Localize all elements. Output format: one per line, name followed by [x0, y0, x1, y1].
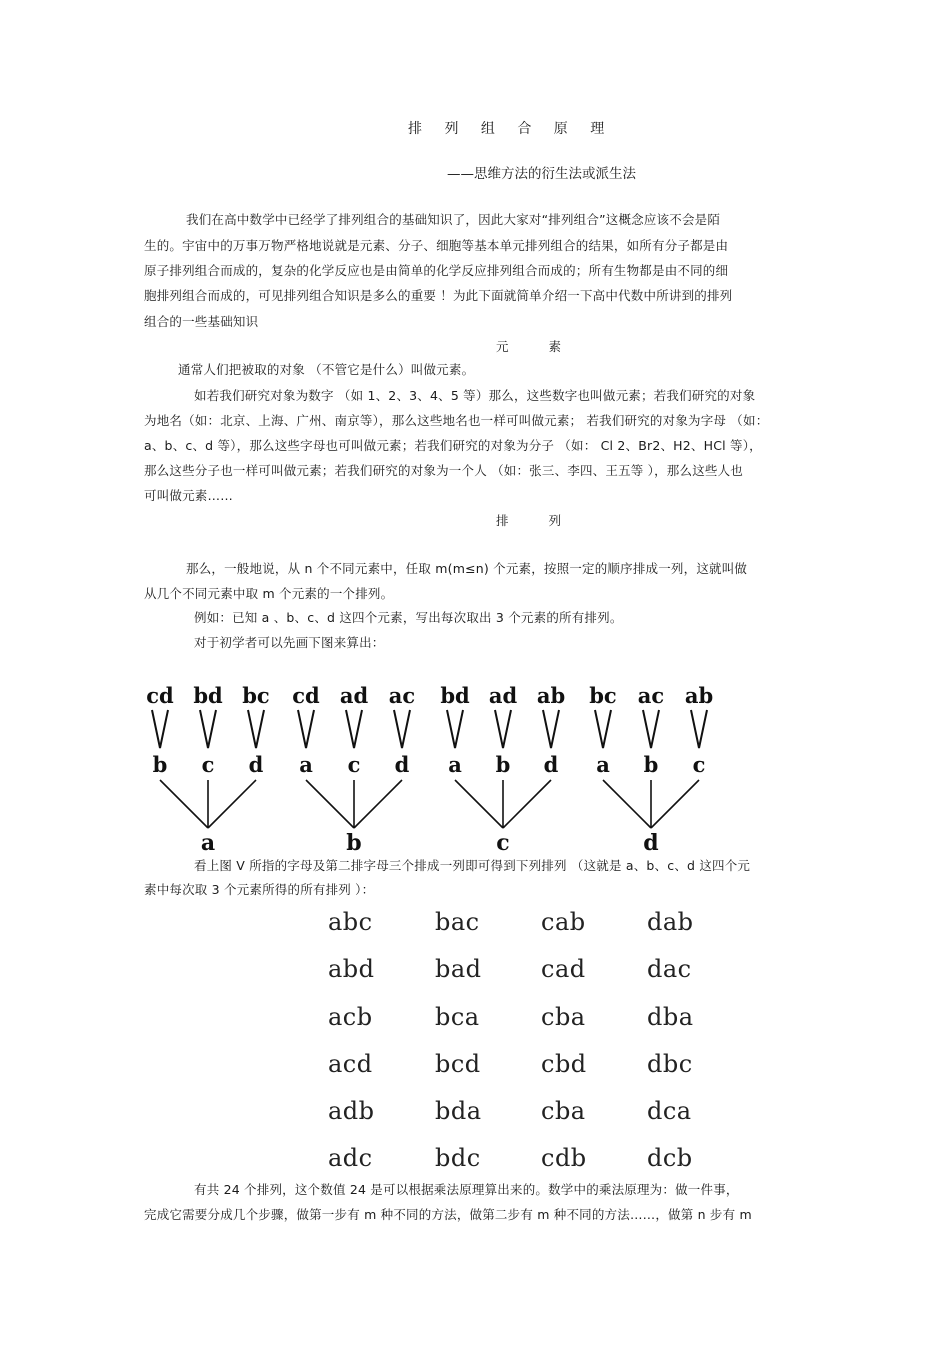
permutation-item: cba — [541, 1003, 586, 1031]
element-definition: 通常人们把被取的对象 （不管它是什么）叫做元素。 — [178, 362, 475, 377]
permutation-item: dac — [647, 955, 692, 983]
tree-branch — [208, 780, 256, 828]
tree-middle-letter: d — [394, 752, 410, 777]
permutation-item: bdc — [435, 1144, 481, 1172]
conclusion-line: 完成它需要分成几个步骤，做第一步有 m 种不同的方法，做第二步有 m 种不同的方法……，做第 n 步有 m — [144, 1207, 752, 1222]
tree-middle-letter: b — [495, 752, 511, 777]
tree-explanation-line: 看上图 V 所指的字母及第二排字母三个排成一列即可得到下列排列 （这就是 a、b、c、d 这四个元 — [194, 858, 751, 873]
page-subtitle: ——思维方法的衍生法或派生法 — [447, 166, 636, 182]
intro-line: 原子排列组合而成的，复杂的化学反应也是由简单的化学反应排列组合而成的；所有生物都是由不同的细 — [144, 263, 729, 278]
section-heading-permutation: 排 列 — [496, 513, 579, 528]
permutation-item: abd — [328, 955, 375, 983]
tree-v-mark — [643, 710, 659, 748]
permutation-item: dca — [647, 1097, 692, 1125]
beginner-note: 对于初学者可以先画下图来算出： — [194, 635, 385, 650]
permutation-item: cdb — [541, 1144, 587, 1172]
permutation-item: bcd — [435, 1050, 481, 1078]
intro-line: 生的。宇宙中的万事万物严格地说就是元素、分子、细胞等基本单元排列组合的结果，如所有分子都是由 — [144, 238, 729, 253]
tree-v-mark — [495, 710, 511, 748]
permutation-item: dcb — [647, 1144, 693, 1172]
tree-top-pair: cd — [292, 683, 320, 708]
permutation-item: adc — [328, 1144, 373, 1172]
permutation-item: adb — [328, 1097, 375, 1125]
tree-top-pair: bd — [193, 683, 223, 708]
tree-top-pair: ac — [388, 683, 416, 708]
tree-v-mark — [200, 710, 216, 748]
tree-middle-letter: c — [201, 752, 215, 777]
tree-middle-letter: b — [643, 752, 659, 777]
permutation-item: bda — [435, 1097, 482, 1125]
permutation-example: 例如：已知 a 、b、c、d 这四个元素，写出每次取出 3 个元素的所有排列。 — [194, 610, 623, 625]
tree-v-mark — [691, 710, 707, 748]
permutation-item: cab — [541, 908, 586, 936]
permutation-item: acb — [328, 1003, 373, 1031]
section-heading-element: 元 素 — [496, 339, 579, 354]
tree-top-pair: ac — [637, 683, 665, 708]
tree-root-letter: c — [496, 830, 510, 856]
tree-top-pair: ab — [536, 683, 566, 708]
tree-middle-letter: c — [692, 752, 706, 777]
tree-v-mark — [595, 710, 611, 748]
element-example-line: 如若我们研究对象为数字 （如 1、2、3、4、5 等）那么，这些数字也叫做元素；若我们研究的对象 — [194, 388, 756, 403]
permutation-item: cba — [541, 1097, 586, 1125]
tree-explanation-line: 素中每次取 3 个元素所得的所有排列 ）： — [144, 882, 375, 897]
tree-middle-letter: c — [347, 752, 361, 777]
tree-v-mark — [248, 710, 264, 748]
intro-line: 胞排列组合而成的，可见排列组合知识是多么的重要 ！为此下面就简单介绍一下高中代数中所讲到的排列 — [144, 288, 733, 303]
tree-top-pair: cd — [146, 683, 174, 708]
element-example-line: 那么这些分子也一样可叫做元素；若我们研究的对象为一个人 （如：张三、李四、王五等 ），那么这些人也 — [144, 463, 743, 478]
tree-v-mark — [543, 710, 559, 748]
tree-middle-letter: a — [596, 752, 610, 777]
tree-top-pair: bc — [242, 683, 270, 708]
tree-top-pair: ad — [339, 683, 369, 708]
tree-v-mark — [394, 710, 410, 748]
permutation-item: abc — [328, 908, 373, 936]
tree-branch — [651, 780, 699, 828]
permutation-item: dba — [647, 1003, 694, 1031]
page-title: 排 列 组 合 原 理 — [408, 121, 614, 137]
tree-middle-letter: a — [299, 752, 313, 777]
permutation-item: cad — [541, 955, 586, 983]
tree-branch — [455, 780, 503, 828]
permutation-item: dbc — [647, 1050, 693, 1078]
tree-root-letter: d — [643, 830, 659, 856]
conclusion-line: 有共 24 个排列，这个数值 24 是可以根据乘法原理算出来的。数学中的乘法原理为：做一件事， — [194, 1182, 739, 1197]
tree-root-letter: b — [346, 830, 362, 856]
permutation-item: bad — [435, 955, 482, 983]
tree-v-mark — [346, 710, 362, 748]
tree-middle-letter: d — [543, 752, 559, 777]
tree-top-pair: ab — [684, 683, 714, 708]
tree-middle-letter: a — [448, 752, 462, 777]
intro-line: 我们在高中数学中已经学了排列组合的基础知识了，因此大家对“排列组合”这概念应该不会是陌 — [186, 212, 721, 227]
permutation-item: bca — [435, 1003, 480, 1031]
tree-root-letter: a — [200, 830, 216, 856]
permutation-item: acd — [328, 1050, 373, 1078]
tree-top-pair: bc — [589, 683, 617, 708]
intro-line: 组合的一些基础知识 — [144, 314, 259, 329]
tree-v-mark — [298, 710, 314, 748]
tree-branch — [354, 780, 402, 828]
tree-branch — [160, 780, 208, 828]
permutation-item: cbd — [541, 1050, 587, 1078]
tree-top-pair: ad — [488, 683, 518, 708]
element-example-line: a、b、c、d 等），那么这些字母也可叫做元素；若我们研究的对象为分子 （如： Cl 2、Br2、H2、HCl 等）， — [144, 438, 762, 453]
tree-branch — [503, 780, 551, 828]
tree-v-mark — [152, 710, 168, 748]
element-example-line: 可叫做元素…… — [144, 488, 233, 503]
tree-middle-letter: d — [248, 752, 264, 777]
element-example-line: 为地名（如：北京、上海、广州、南京等），那么这些地名也一样可叫做元素； 若我们研究的对象为字母 （如： — [144, 413, 769, 428]
tree-v-mark — [447, 710, 463, 748]
tree-middle-letter: b — [152, 752, 168, 777]
permutation-item: dab — [647, 908, 694, 936]
permutation-item: bac — [435, 908, 480, 936]
tree-branch — [603, 780, 651, 828]
permutation-definition-line: 那么，一般地说，从 n 个不同元素中，任取 m(m≤n) 个元素，按照一定的顺序排成一列，这就叫做 — [186, 561, 748, 576]
tree-branch — [306, 780, 354, 828]
permutation-definition-line: 从几个不同元素中取 m 个元素的一个排列。 — [144, 586, 394, 601]
tree-top-pair: bd — [440, 683, 470, 708]
